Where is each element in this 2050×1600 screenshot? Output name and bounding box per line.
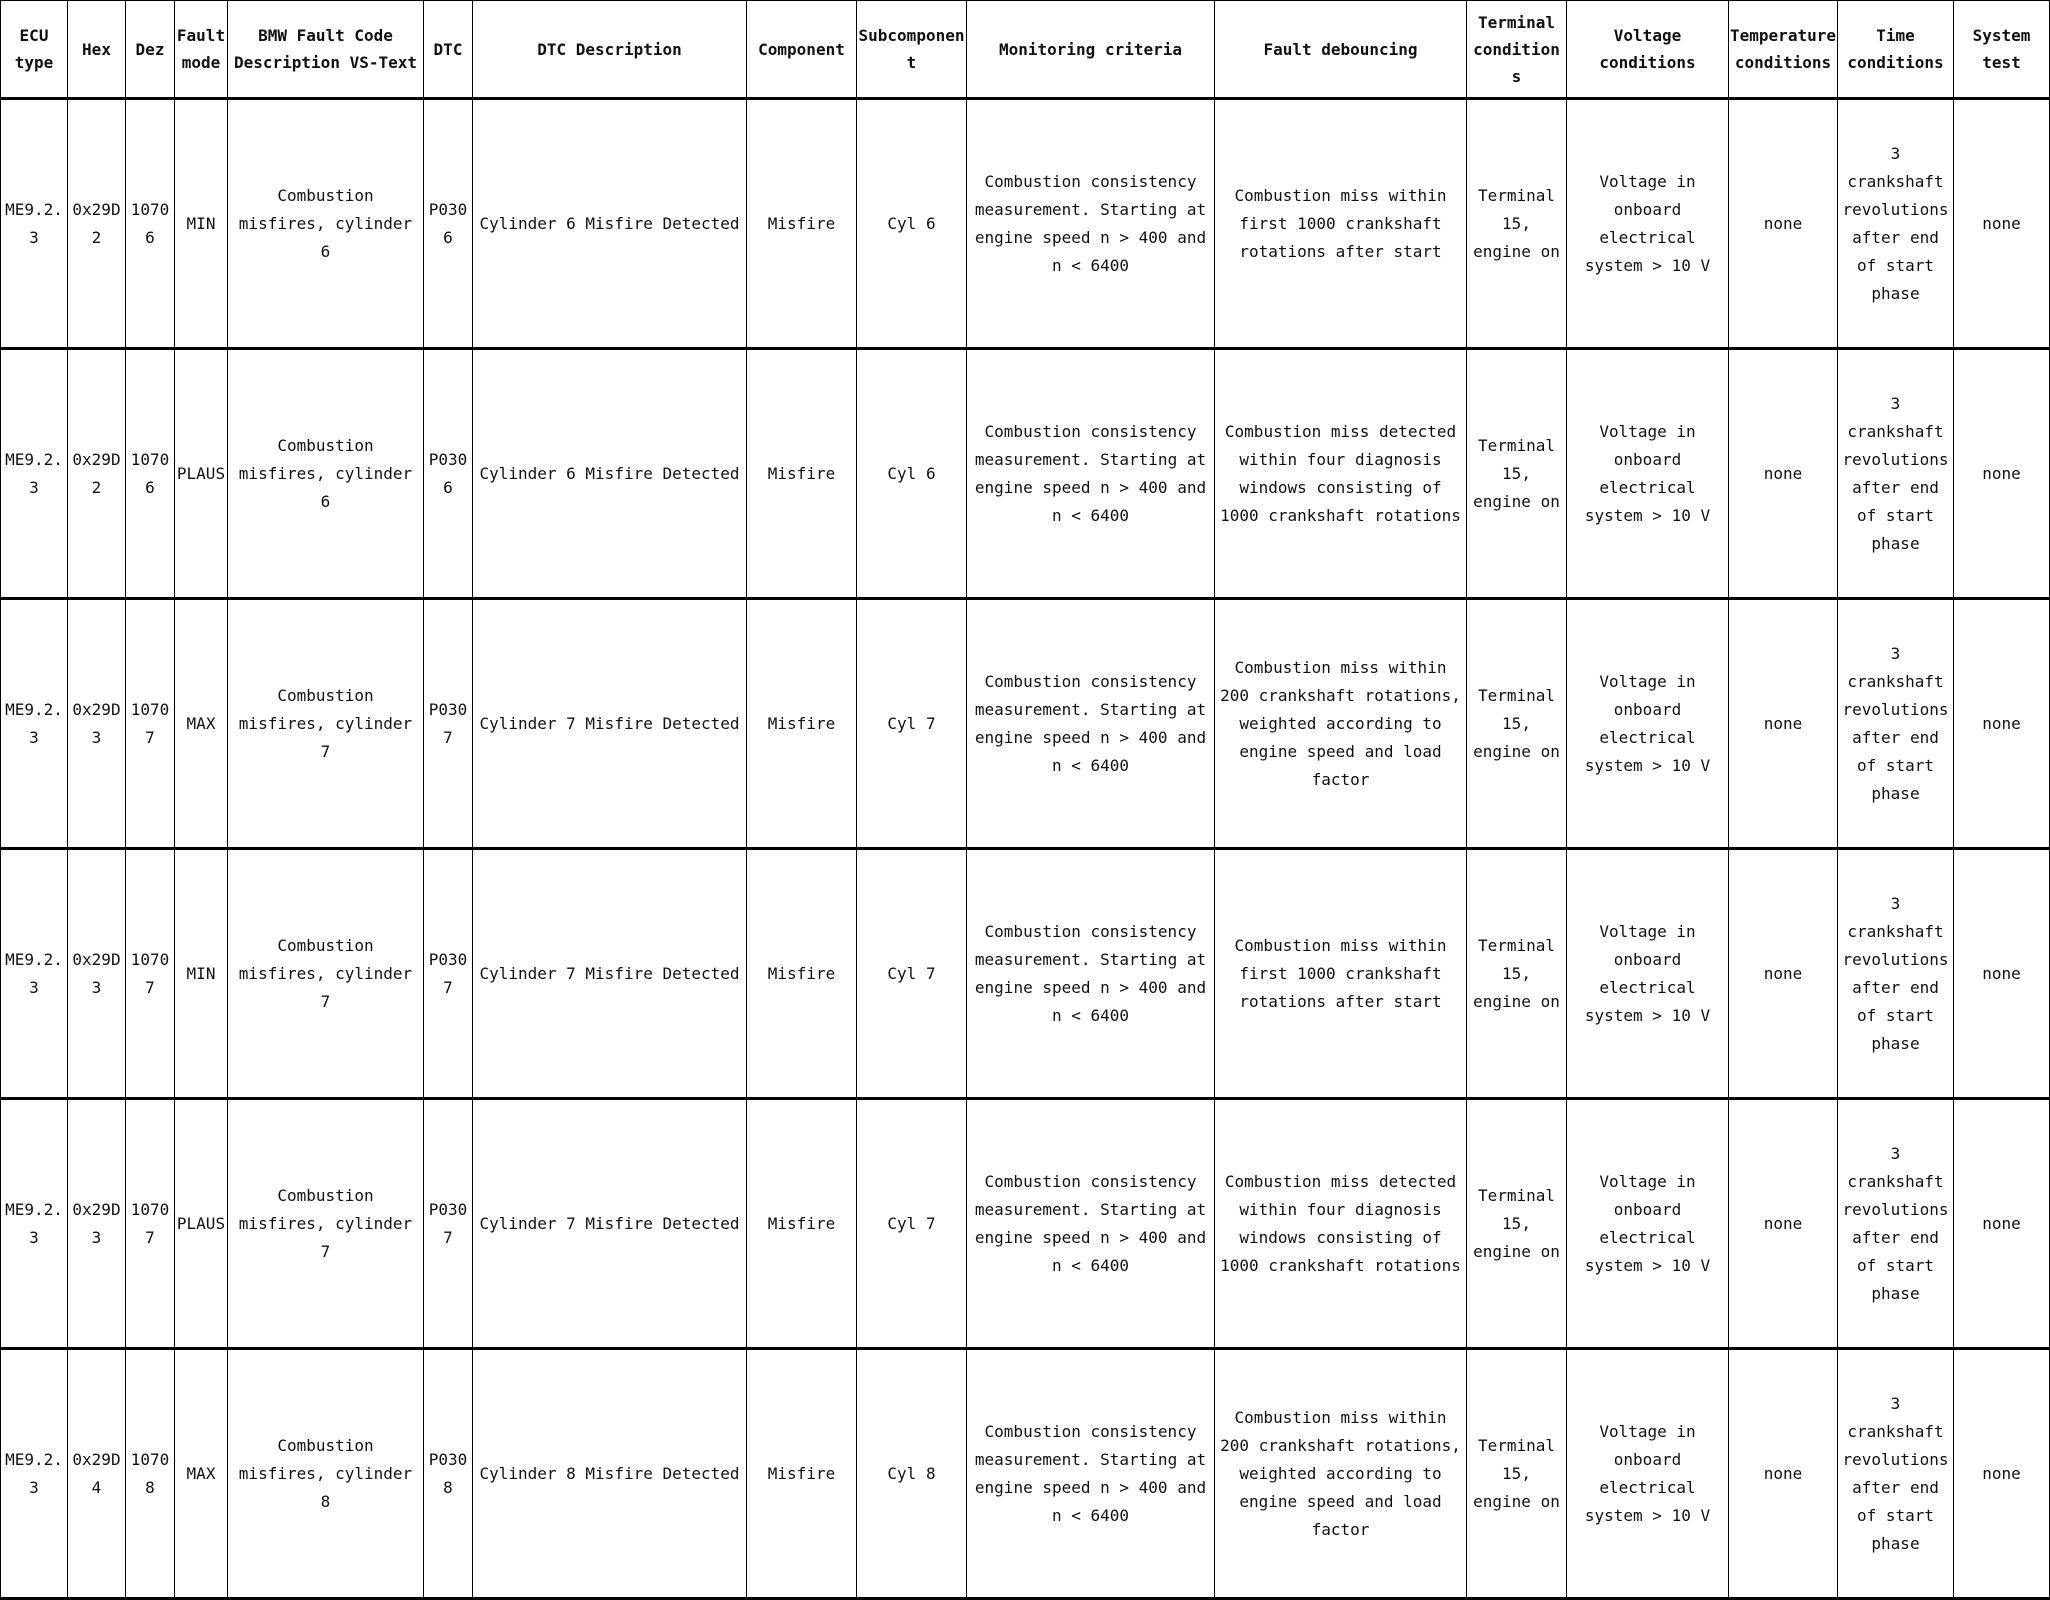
cell-temperature-conditions: none: [1729, 349, 1838, 599]
cell-time-conditions: 3 crankshaft revolutions after end of start phase: [1838, 99, 1954, 349]
cell-hex: 0x29D2: [68, 99, 126, 349]
cell-temperature-conditions: none: [1729, 99, 1838, 349]
cell-dtc-description: Cylinder 6 Misfire Detected: [473, 349, 747, 599]
header-monitoring-criteria: Monitoring criteria: [967, 1, 1215, 99]
cell-monitoring-criteria: Combustion consistency measurement. Starting at engine speed n > 400 and n < 6400: [967, 349, 1215, 599]
table-header: [1, 1, 2050, 99]
cell-fault-debouncing: Combustion miss within 200 crankshaft rotations, weighted according to engine speed and load factor: [1215, 599, 1467, 849]
cell-bmw-text: Combustion misfires, cylinder 8: [228, 1349, 424, 1599]
cell-subcomponent: Cyl 6: [857, 99, 967, 349]
cell-ecu-type: ME9.2.3: [1, 849, 68, 1099]
cell-fault-mode: PLAUS: [175, 349, 228, 599]
cell-component: Misfire: [747, 849, 857, 1099]
cell-dez: 10707: [126, 599, 175, 849]
header-time-conditions: Time conditions: [1838, 1, 1954, 99]
cell-fault-mode: MAX: [175, 599, 228, 849]
table-row: [1, 1349, 2050, 1599]
cell-dtc-description: Cylinder 8 Misfire Detected: [473, 1349, 747, 1599]
cell-voltage-conditions: Voltage in onboard electrical system > 10 V: [1567, 349, 1729, 599]
cell-system-test: none: [1954, 1099, 2050, 1349]
header-hex: Hex: [68, 1, 126, 99]
cell-system-test: none: [1954, 1349, 2050, 1599]
cell-bmw-text: Combustion misfires, cylinder 6: [228, 349, 424, 599]
cell-temperature-conditions: none: [1729, 1349, 1838, 1599]
cell-subcomponent: Cyl 6: [857, 349, 967, 599]
cell-voltage-conditions: Voltage in onboard electrical system > 10 V: [1567, 99, 1729, 349]
cell-component: Misfire: [747, 99, 857, 349]
cell-bmw-text: Combustion misfires, cylinder 7: [228, 1099, 424, 1349]
table-row: [1, 849, 2050, 1099]
cell-terminal-conditions: Terminal 15, engine on: [1467, 599, 1567, 849]
cell-voltage-conditions: Voltage in onboard electrical system > 10 V: [1567, 1099, 1729, 1349]
cell-fault-mode: MIN: [175, 99, 228, 349]
header-fault-debouncing: Fault debouncing: [1215, 1, 1467, 99]
header-dtc: DTC: [424, 1, 473, 99]
cell-dtc-description: Cylinder 7 Misfire Detected: [473, 599, 747, 849]
cell-bmw-text: Combustion misfires, cylinder 7: [228, 849, 424, 1099]
header-ecu-type: ECU type: [1, 1, 68, 99]
cell-terminal-conditions: Terminal 15, engine on: [1467, 1349, 1567, 1599]
cell-dtc-description: Cylinder 6 Misfire Detected: [473, 99, 747, 349]
cell-dtc: P0307: [424, 599, 473, 849]
header-subcomponent: Subcomponent: [857, 1, 967, 99]
cell-dtc: P0306: [424, 99, 473, 349]
cell-fault-debouncing: Combustion miss within first 1000 crankshaft rotations after start: [1215, 849, 1467, 1099]
cell-time-conditions: 3 crankshaft revolutions after end of start phase: [1838, 599, 1954, 849]
cell-hex: 0x29D4: [68, 1349, 126, 1599]
cell-fault-mode: PLAUS: [175, 1099, 228, 1349]
cell-hex: 0x29D3: [68, 599, 126, 849]
cell-system-test: none: [1954, 99, 2050, 349]
cell-terminal-conditions: Terminal 15, engine on: [1467, 99, 1567, 349]
cell-temperature-conditions: none: [1729, 1099, 1838, 1349]
cell-fault-debouncing: Combustion miss within 200 crankshaft rotations, weighted according to engine speed and load factor: [1215, 1349, 1467, 1599]
cell-component: Misfire: [747, 349, 857, 599]
cell-subcomponent: Cyl 7: [857, 849, 967, 1099]
header-voltage-conditions: Voltage conditions: [1567, 1, 1729, 99]
cell-time-conditions: 3 crankshaft revolutions after end of start phase: [1838, 1099, 1954, 1349]
cell-ecu-type: ME9.2.3: [1, 99, 68, 349]
cell-ecu-type: ME9.2.3: [1, 1349, 68, 1599]
cell-hex: 0x29D2: [68, 349, 126, 599]
cell-temperature-conditions: none: [1729, 599, 1838, 849]
cell-system-test: none: [1954, 849, 2050, 1099]
header-temperature-conditions: Temperature conditions: [1729, 1, 1838, 99]
cell-dez: 10707: [126, 1099, 175, 1349]
cell-temperature-conditions: none: [1729, 849, 1838, 1099]
cell-fault-debouncing: Combustion miss within first 1000 crankshaft rotations after start: [1215, 99, 1467, 349]
cell-component: Misfire: [747, 1099, 857, 1349]
cell-dtc-description: Cylinder 7 Misfire Detected: [473, 1099, 747, 1349]
cell-fault-debouncing: Combustion miss detected within four diagnosis windows consisting of 1000 crankshaft rotations: [1215, 1099, 1467, 1349]
cell-dez: 10708: [126, 1349, 175, 1599]
cell-ecu-type: ME9.2.3: [1, 349, 68, 599]
table-body: [1, 99, 2050, 1599]
cell-monitoring-criteria: Combustion consistency measurement. Starting at engine speed n > 400 and n < 6400: [967, 849, 1215, 1099]
cell-time-conditions: 3 crankshaft revolutions after end of start phase: [1838, 1349, 1954, 1599]
table-row: [1, 1099, 2050, 1349]
cell-voltage-conditions: Voltage in onboard electrical system > 10 V: [1567, 849, 1729, 1099]
cell-monitoring-criteria: Combustion consistency measurement. Starting at engine speed n > 400 and n < 6400: [967, 599, 1215, 849]
cell-time-conditions: 3 crankshaft revolutions after end of start phase: [1838, 849, 1954, 1099]
table-row: [1, 99, 2050, 349]
cell-dtc: P0306: [424, 349, 473, 599]
cell-dtc: P0308: [424, 1349, 473, 1599]
cell-component: Misfire: [747, 1349, 857, 1599]
table-row: [1, 599, 2050, 849]
header-dtc-description: DTC Description: [473, 1, 747, 99]
header-terminal-conditions: Terminal conditions: [1467, 1, 1567, 99]
header-component: Component: [747, 1, 857, 99]
cell-ecu-type: ME9.2.3: [1, 1099, 68, 1349]
cell-fault-mode: MIN: [175, 849, 228, 1099]
cell-terminal-conditions: Terminal 15, engine on: [1467, 1099, 1567, 1349]
cell-subcomponent: Cyl 8: [857, 1349, 967, 1599]
cell-ecu-type: ME9.2.3: [1, 599, 68, 849]
cell-monitoring-criteria: Combustion consistency measurement. Starting at engine speed n > 400 and n < 6400: [967, 1099, 1215, 1349]
cell-system-test: none: [1954, 599, 2050, 849]
cell-fault-debouncing: Combustion miss detected within four diagnosis windows consisting of 1000 crankshaft rotations: [1215, 349, 1467, 599]
cell-dtc: P0307: [424, 1099, 473, 1349]
header-row: [1, 1, 2050, 99]
cell-bmw-text: Combustion misfires, cylinder 7: [228, 599, 424, 849]
header-dez: Dez: [126, 1, 175, 99]
cell-subcomponent: Cyl 7: [857, 1099, 967, 1349]
cell-fault-mode: MAX: [175, 1349, 228, 1599]
header-bmw-text: BMW Fault Code Description VS-Text: [228, 1, 424, 99]
cell-hex: 0x29D3: [68, 849, 126, 1099]
cell-dez: 10707: [126, 849, 175, 1099]
cell-voltage-conditions: Voltage in onboard electrical system > 10 V: [1567, 599, 1729, 849]
cell-component: Misfire: [747, 599, 857, 849]
cell-monitoring-criteria: Combustion consistency measurement. Starting at engine speed n > 400 and n < 6400: [967, 1349, 1215, 1599]
cell-voltage-conditions: Voltage in onboard electrical system > 10 V: [1567, 1349, 1729, 1599]
cell-system-test: none: [1954, 349, 2050, 599]
cell-bmw-text: Combustion misfires, cylinder 6: [228, 99, 424, 349]
cell-terminal-conditions: Terminal 15, engine on: [1467, 849, 1567, 1099]
cell-dez: 10706: [126, 99, 175, 349]
cell-subcomponent: Cyl 7: [857, 599, 967, 849]
cell-dez: 10706: [126, 349, 175, 599]
header-fault-mode: Fault mode: [175, 1, 228, 99]
cell-time-conditions: 3 crankshaft revolutions after end of start phase: [1838, 349, 1954, 599]
cell-dtc-description: Cylinder 7 Misfire Detected: [473, 849, 747, 1099]
table-row: [1, 349, 2050, 599]
cell-monitoring-criteria: Combustion consistency measurement. Starting at engine speed n > 400 and n < 6400: [967, 99, 1215, 349]
header-system-test: System test: [1954, 1, 2050, 99]
cell-hex: 0x29D3: [68, 1099, 126, 1349]
cell-dtc: P0307: [424, 849, 473, 1099]
cell-terminal-conditions: Terminal 15, engine on: [1467, 349, 1567, 599]
